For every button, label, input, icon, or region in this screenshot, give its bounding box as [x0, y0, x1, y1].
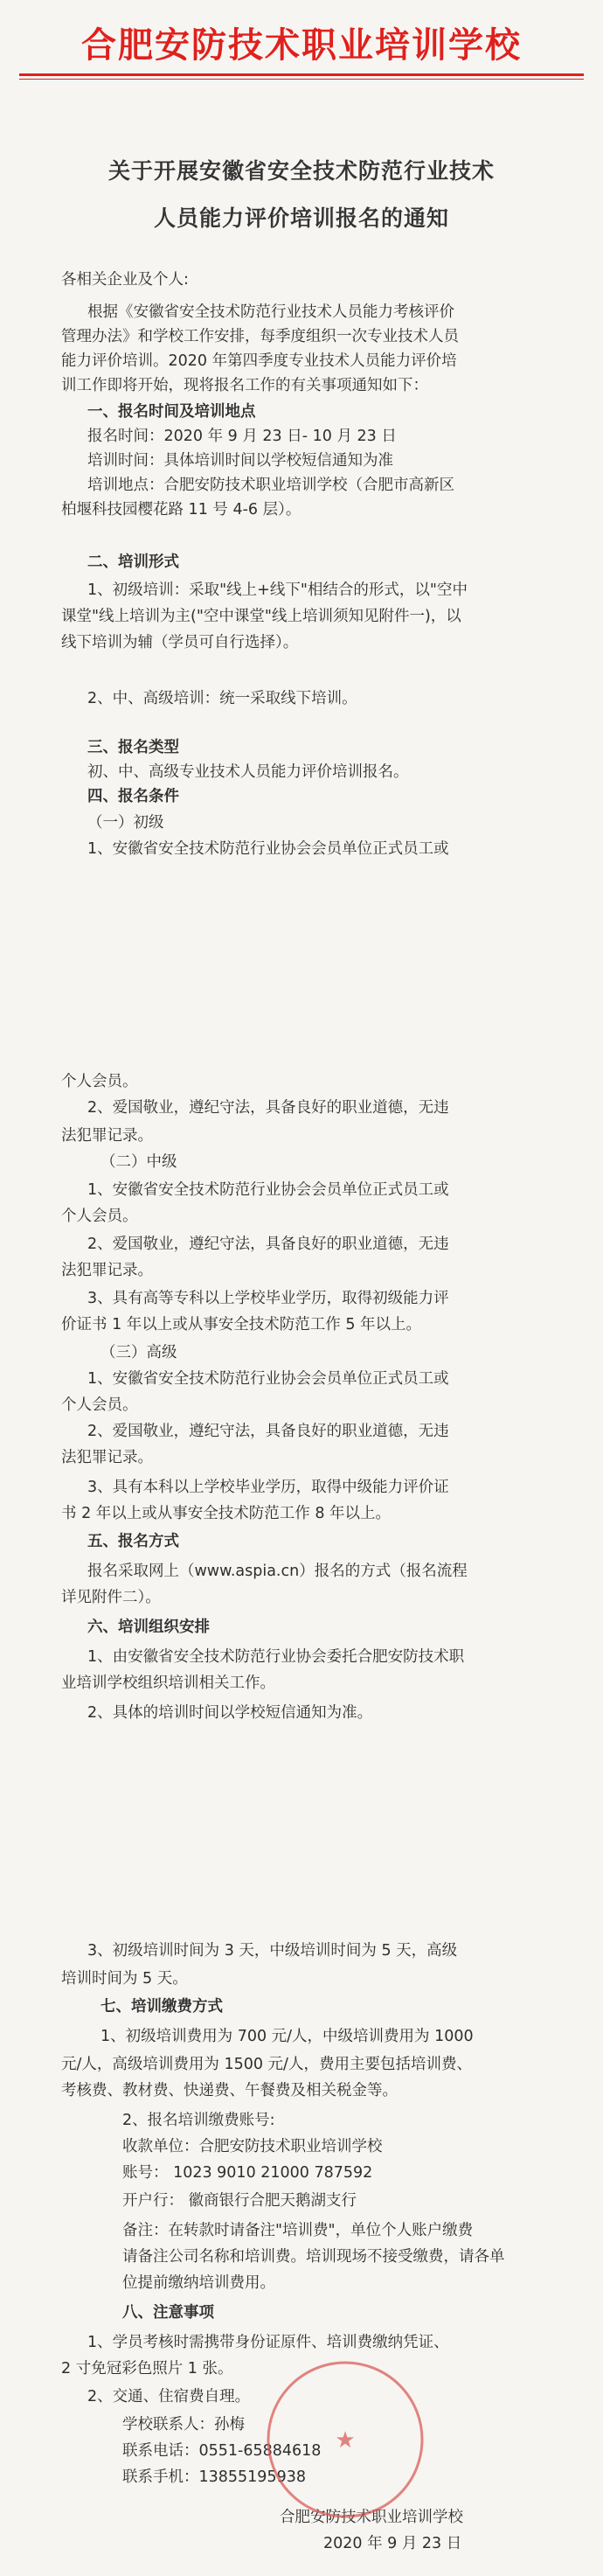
body-line: 开户行： 徽商银行合肥天鹅湖支行	[122, 2192, 357, 2210]
body-line: 法犯罪记录。	[61, 1262, 153, 1279]
body-line: 业培训学校组织培训相关工作。	[61, 1674, 275, 1692]
body-line: 培训时间：具体培训时间以学校短信通知为准	[87, 452, 393, 470]
body-line: 个人会员。	[61, 1396, 138, 1414]
body-line: 八、注意事项	[122, 2304, 214, 2322]
body-line: 学校联系人：孙梅	[122, 2416, 245, 2433]
body-line: 二、培训形式	[87, 553, 179, 571]
body-line: （一）初级	[87, 814, 164, 832]
body-line: 账号： 1023 9010 21000 787592	[122, 2164, 373, 2182]
body-line: 3、具有高等专科以上学校毕业学历，取得初级能力评	[87, 1290, 449, 1307]
body-line: 备注：在转款时请备注"培训费"，单位个人账户缴费	[122, 2222, 474, 2239]
body-line: 管理办法》和学校工作安排，每季度组织一次专业技术人员	[61, 328, 459, 345]
body-line: 七、培训缴费方式	[100, 1998, 223, 2016]
body-line: 合肥安防技术职业培训学校	[280, 2509, 463, 2526]
body-line: 1、安徽省安全技术防范行业协会会员单位正式员工或	[87, 840, 449, 858]
body-line: 位提前缴纳培训费用。	[122, 2274, 275, 2292]
body-line: 训工作即将开始，现将报名工作的有关事项通知如下：	[61, 377, 428, 394]
body-line: 价证书 1 年以上或从事安全技术防范工作 5 年以上。	[61, 1316, 422, 1333]
body-line: 联系手机：13855195938	[122, 2468, 306, 2486]
body-line: 1、安徽省安全技术防范行业协会会员单位正式员工或	[87, 1181, 449, 1199]
school-letterhead: 合肥安防技术职业培训学校	[81, 24, 522, 66]
body-line: 1、初级培训：采取"线上+线下"相结合的形式，以"空中	[87, 581, 468, 599]
body-line: 1、由安徽省安全技术防范行业协会委托合肥安防技术职	[87, 1648, 465, 1666]
body-line: 能力评价培训。2020 年第四季度专业技术人员能力评价培	[61, 352, 457, 370]
body-line: 1、安徽省安全技术防范行业协会会员单位正式员工或	[87, 1370, 449, 1388]
notice-title-line2: 人员能力评价培训报名的通知	[153, 205, 449, 231]
body-line: 各相关企业及个人:	[61, 271, 189, 289]
body-line: 个人会员。	[61, 1073, 138, 1090]
body-line: 元/人，高级培训费用为 1500 元/人，费用主要包括培训费、	[61, 2056, 472, 2073]
body-line: 柏堰科技园樱花路 11 号 4-6 层）。	[61, 501, 302, 519]
body-line: 个人会员。	[61, 1208, 138, 1225]
body-line: 线下培训为辅（学员可自行选择）。	[61, 634, 299, 651]
notice-title-line1: 关于开展安徽省安全技术防范行业技术	[107, 158, 495, 184]
body-line: 五、报名方式	[87, 1533, 179, 1550]
body-line: 2、报名培训缴费账号:	[122, 2112, 275, 2129]
svg-text:★: ★	[335, 2427, 356, 2454]
body-line: 四、报名条件	[87, 788, 179, 805]
body-line: 2 寸免冠彩色照片 1 张。	[61, 2360, 233, 2378]
body-line: 六、培训组织安排	[87, 1619, 210, 1636]
body-line: 3、具有本科以上学校毕业学历，取得中级能力评价证	[87, 1479, 449, 1496]
official-seal-stamp	[262, 2357, 428, 2523]
body-line: 2、交通、住宿费自理。	[87, 2388, 251, 2405]
body-line: 3、初级培训时间为 3 天，中级培训时间为 5 天，高级	[87, 1942, 458, 1960]
body-line: 一、报名时间及培训地点	[87, 403, 256, 421]
body-line: 初、中、高级专业技术人员能力评价培训报名。	[87, 763, 409, 781]
body-line: 收款单位：合肥安防技术职业培训学校	[122, 2138, 383, 2155]
body-line: （二）中级	[100, 1153, 177, 1171]
body-line: 详见附件二）。	[61, 1589, 161, 1606]
body-line: 1、初级培训费用为 700 元/人，中级培训费用为 1000	[100, 2028, 474, 2045]
body-line: 培训地点：合肥安防技术职业培训学校（合肥市高新区	[87, 477, 454, 494]
letterhead-rule-thin	[19, 79, 584, 80]
body-line: 法犯罪记录。	[61, 1127, 153, 1145]
body-line: 报名时间：2020 年 9 月 23 日- 10 月 23 日	[87, 428, 397, 445]
body-line: （三）高级	[100, 1344, 177, 1361]
body-line: 考核费、教材费、快递费、午餐费及相关税金等。	[61, 2082, 398, 2099]
body-line: 2、具体的培训时间以学校短信通知为准。	[87, 1704, 373, 1722]
body-line: 法犯罪记录。	[61, 1449, 153, 1466]
body-line: 根据《安徽省安全技术防范行业技术人员能力考核评价	[87, 303, 454, 321]
body-line: 请备注公司名称和培训费。培训现场不接受缴费，请各单	[122, 2248, 505, 2266]
body-line: 2020 年 9 月 23 日	[323, 2535, 462, 2552]
body-line: 联系电话：0551-65884618	[122, 2442, 322, 2460]
body-line: 报名采取网上（www.aspia.cn）报名的方式（报名流程	[87, 1563, 468, 1580]
body-line: 2、爱国敬业，遵纪守法，具备良好的职业道德，无违	[87, 1236, 449, 1253]
body-line: 2、中、高级培训：统一采取线下培训。	[87, 690, 357, 707]
letterhead-rule-thick	[19, 73, 584, 76]
body-line: 2、爱国敬业，遵纪守法，具备良好的职业道德，无违	[87, 1099, 449, 1117]
body-line: 课堂"线上培训为主("空中课堂"线上培训须知见附件一)，以	[61, 608, 461, 625]
body-line: 2、爱国敬业，遵纪守法，具备良好的职业道德，无违	[87, 1423, 449, 1440]
body-line: 培训时间为 5 天。	[61, 1970, 188, 1988]
body-line: 1、学员考核时需携带身份证原件、培训费缴纳凭证、	[87, 2334, 449, 2351]
body-line: 三、报名类型	[87, 739, 179, 756]
body-line: 书 2 年以上或从事安全技术防范工作 8 年以上。	[61, 1505, 392, 1522]
